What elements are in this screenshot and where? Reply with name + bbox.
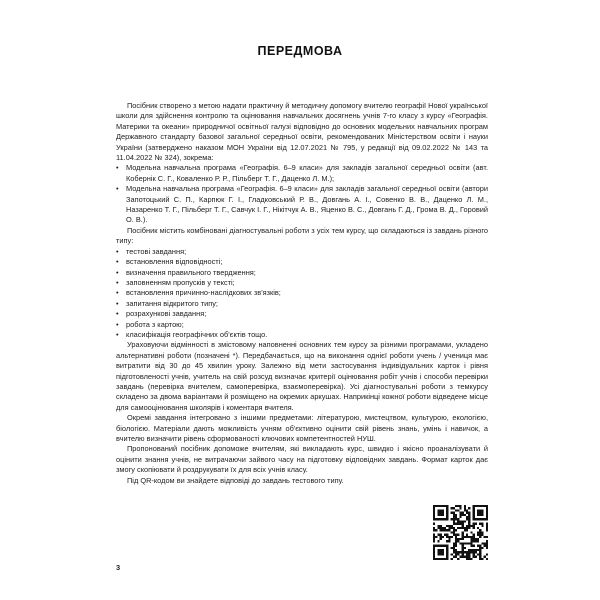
- body-text: [116, 101, 488, 486]
- integration-paragraph: Окремі завдання інтегровано з іншими предметами: літературою, мистецтвом, культурою, екологією, біологією. Матеріали дають можливість учням об'єктивно оцінити свій рівень знань, умінь і навичок, а вчителю визначити рівень сформованості ключових компетентностей НУШ.: [116, 413, 488, 443]
- list-item: • встановлення відповідності;: [116, 257, 488, 267]
- list-item: • встановлення причинно-наслідкових зв'язків;: [116, 288, 488, 298]
- qr-finder-pattern: [473, 505, 488, 520]
- list-item: • класифікація географічних об'єктів тощо.: [116, 330, 488, 340]
- page-title: ПЕРЕДМОВА: [257, 44, 343, 58]
- program-list: [116, 163, 488, 225]
- list-item: • розрахункові завдання;: [116, 309, 488, 319]
- qr-finder-pattern: [433, 545, 448, 560]
- task-type-list: [116, 247, 488, 341]
- contains-paragraph: Посібник містить комбіновані діагностувальні роботи з усіх тем курсу, що складаються із завдань різного типу:: [116, 225, 488, 246]
- page-number: 3: [116, 563, 121, 572]
- list-item: • робота з картою;: [116, 320, 488, 330]
- list-item: • тестові завдання;: [116, 247, 488, 257]
- help-paragraph: Пропонований посібник допоможе вчителям, які викладають курс, швидко і якісно проаналізувати й оцінити знання учнів, не витрачаючи зайвого часу на підготовку відповідних завдань. Формат карток дає змогу скопіювати й роздрукувати їх для всіх учнів класу.: [116, 444, 488, 475]
- list-item: • запитання відкритого типу;: [116, 299, 488, 309]
- intro-paragraph: Посібник створено з метою надати практичну й методичну допомогу вчителю географії Нової української школи для здійснення контролю та оцінювання навчальних досягнень учнів 7-го класу з курсу «Географія. Материки та океани» природничої освітньої галузі відповідно до основних модельних навчальних програм Державного стандарту базової загальної середньої освіти, рекомендованих Міністерством освіти і науки України (затверджено наказом МОН України від 12.07.2021 № 795, у редакції від 09.02.2022 № 143 та 11.04.2022 № 324), зокрема:: [116, 101, 488, 163]
- list-item: • Модельна навчальна програма «Географія. 6–9 класи» для закладів загальної середньої освіти (автори Запотоцький С. П., Карпюк Г. І., Гладковський Р. В., Довгань А. І., Совенко В. В., Даценко Л. М., Назаренко Т. Г., Пільберг Т. Г., Савчук І. Г., Нікітчук А. В., Яценко В. С., Довгань Г. Д., Грома В. Д., Горовий О. В.).: [116, 184, 488, 226]
- qr-finder-pattern: [433, 505, 448, 520]
- list-item: • Модельна навчальна програма «Географія. 6–9 класи» для закладів загальної середньої освіти (авт. Кобернік С. Г., Коваленко Р. Р., Пільберг Т. Г., Даценко Л. М.);: [116, 163, 488, 184]
- qr-code-icon[interactable]: [433, 505, 488, 560]
- qr-paragraph: Під QR-кодом ви знайдете відповіді до завдань тестового типу.: [127, 475, 344, 485]
- list-item: • визначення правильного твердження;: [116, 268, 488, 278]
- list-item: • заповненням пропусків у тексті;: [116, 278, 488, 288]
- variants-paragraph: Ураховуючи відмінності в змістовому наповненні основних тем курсу за різними програмами, укладено альтернативні роботи (позначені *). Передбачається, що на виконання однієї роботи учень / учениця має витратити від 30 до 45 хвилин уроку. Залежно від мети застосування індивідуальних карток і рівня підготовленості учнів, учитель на свій розсуд визначає критерії оцінювання робіт учнів і способи перевірки завдань (перевірка вчителем, самоперевірка, взаємоперевірка). Усі діагностувальні роботи з темкурсу складено за двома варіантами й розміщено на окремих аркушах. Наприкінці кожної роботи відведене місце для самооцінювання школярів і коментаря вчителя.: [116, 340, 488, 412]
